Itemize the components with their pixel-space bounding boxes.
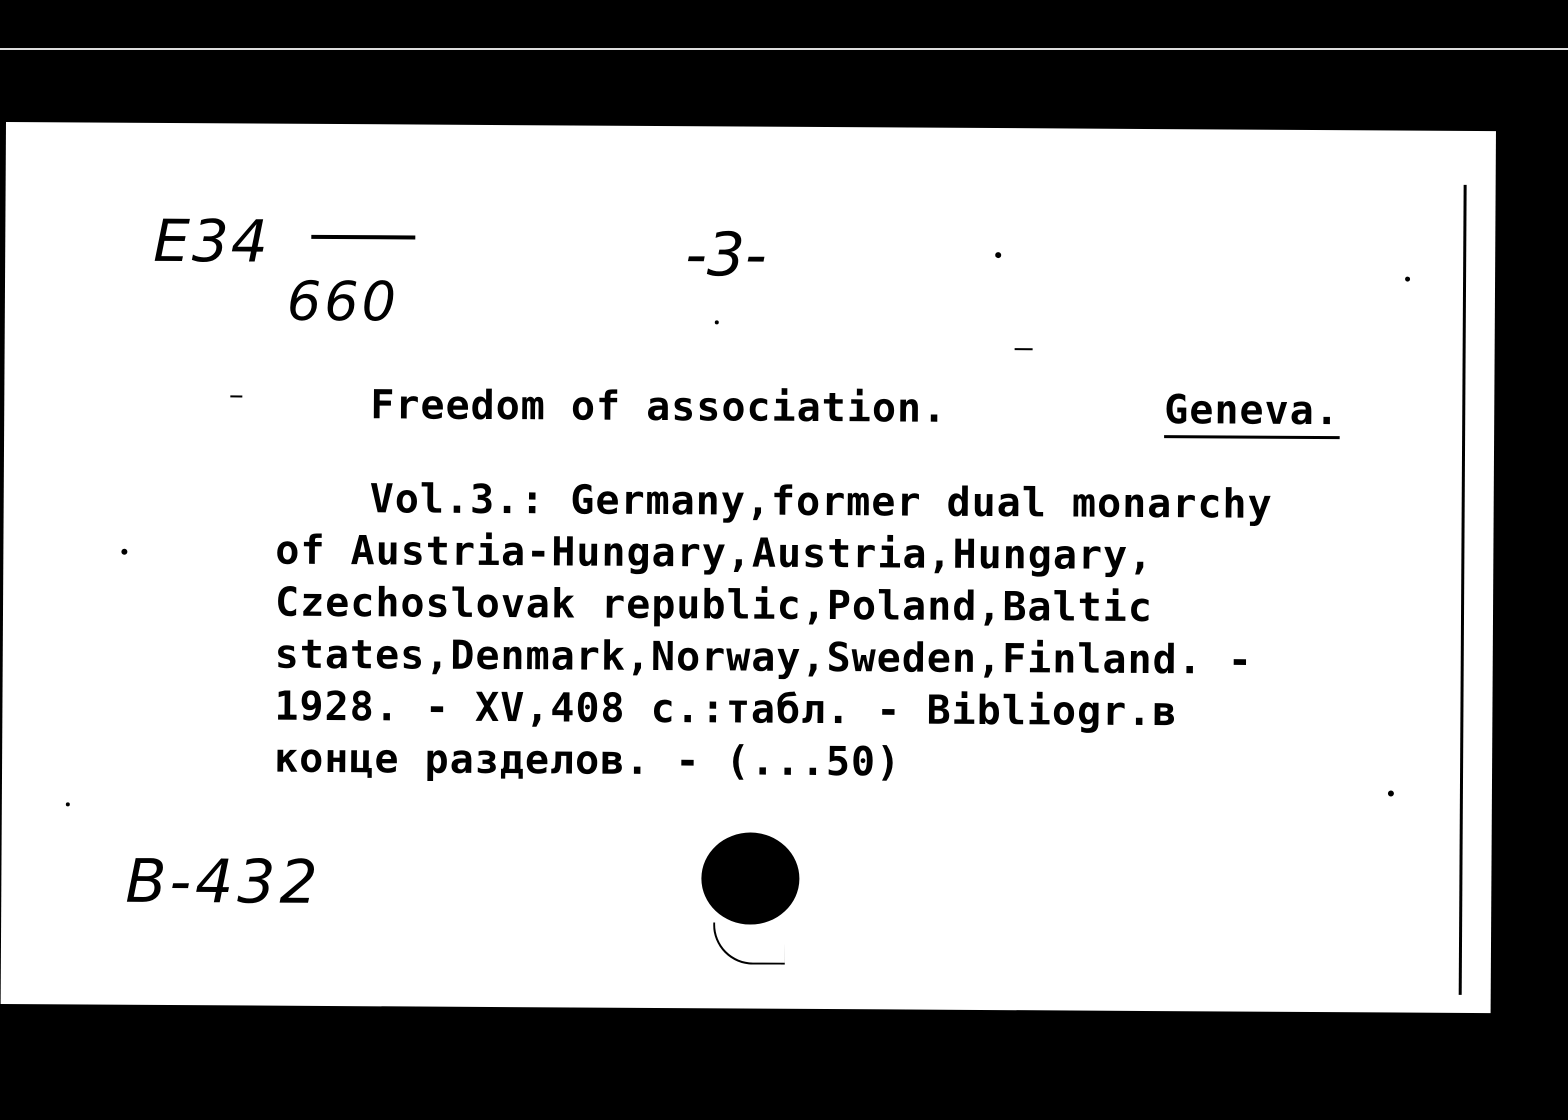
description-line-2: of Austria-Hungary,Austria,Hungary, (275, 527, 1154, 580)
description-line-5: 1928. - XV,408 с.:табл. - Bibliogr.в (274, 683, 1178, 736)
description-line-3: Czechoslovak republic,Poland,Baltic (274, 579, 1154, 632)
call-number-divider (311, 235, 415, 240)
scan-speck (1405, 277, 1410, 282)
page-marker: -3- (684, 220, 767, 291)
scan-speck (121, 549, 127, 555)
description-line-4: states,Denmark,Norway,Sweden,Finland. - (274, 631, 1254, 684)
catalog-card (1, 122, 1496, 1013)
punch-hole-edge (713, 922, 785, 964)
call-number-bottom: 660 (286, 269, 400, 334)
card-place: Geneva. (1164, 387, 1340, 435)
description-line-1: Vol.3.: Germany,former dual monarchy (369, 476, 1273, 528)
top-edge-line (0, 48, 1568, 50)
punch-hole (701, 832, 800, 925)
card-title: Freedom of association. (370, 382, 948, 432)
scan-speck (995, 252, 1001, 258)
scan-speck (1015, 348, 1033, 350)
scan-speck (230, 395, 242, 397)
scan-speck (715, 320, 719, 324)
scan-speck (66, 802, 70, 806)
description-line-6: конце разделов. - (...50) (273, 735, 902, 786)
card-right-border (1459, 185, 1467, 995)
shelf-mark: B-432 (125, 846, 322, 918)
call-number-top: E34 (153, 206, 270, 276)
scan-speck (1388, 790, 1394, 796)
